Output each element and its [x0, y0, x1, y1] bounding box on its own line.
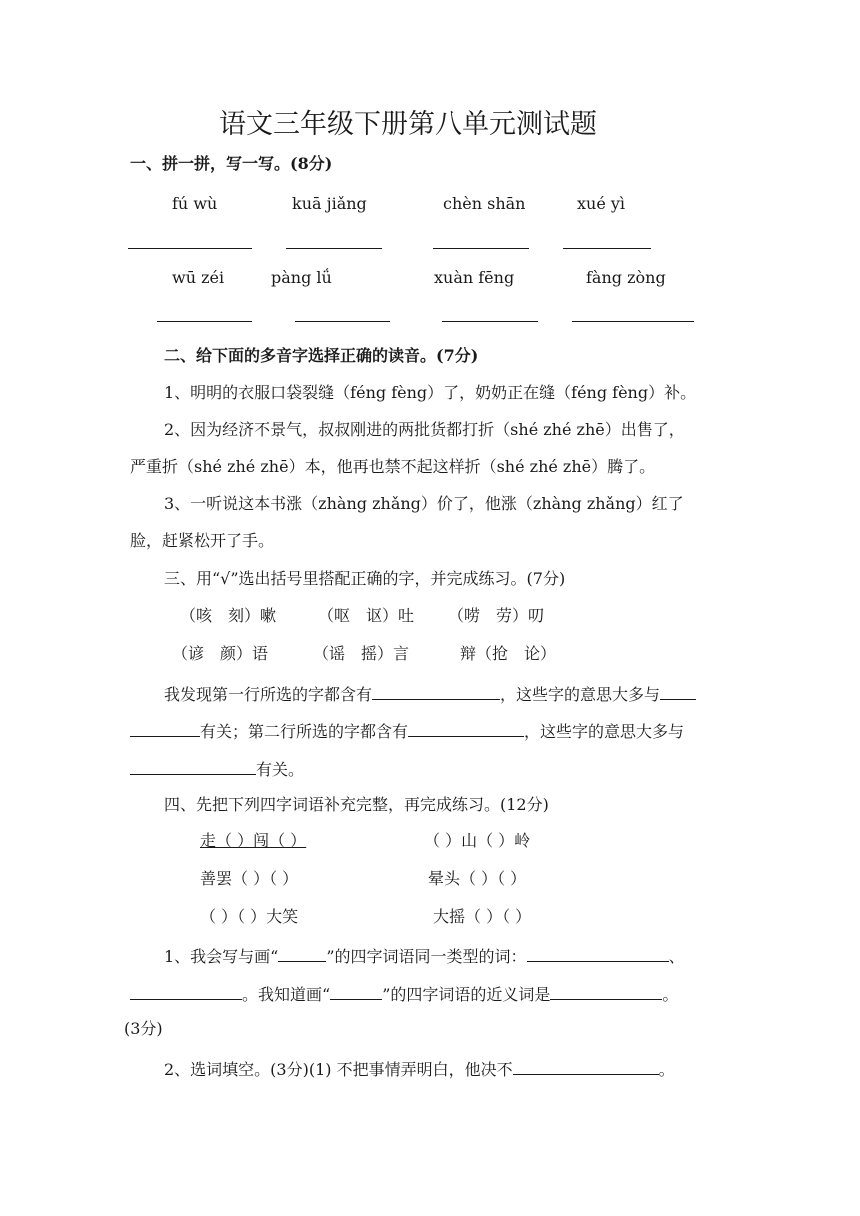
choice-bian-lun: 辩（抢 论）: [460, 644, 557, 663]
exercise-3-text: ，这些字的意思大多与: [524, 722, 685, 741]
question-2-1: 1、明明的衣服口袋裂缝（féng fèng）了，奶奶正在缝（féng fèng）补。: [164, 383, 697, 402]
exercise-3-text: 有关。: [256, 760, 305, 779]
question-text: ”的四字词语同一类型的词：: [326, 947, 527, 966]
answer-line[interactable]: [442, 321, 538, 322]
answer-blank[interactable]: [660, 682, 696, 700]
idiom-zou-chuang: 走（ ）闯（ ）: [200, 831, 307, 850]
exercise-3-line2: [130, 719, 684, 742]
answer-blank[interactable]: [130, 719, 200, 737]
page-title: 语文三年级下册第八单元测试题: [219, 109, 597, 140]
answer-blank[interactable]: [408, 719, 524, 737]
pinyin-wu-zei: wū zéi: [172, 268, 225, 287]
idiom-shan-ba: 善罢（ ）（ ）: [200, 869, 299, 888]
section-3-heading: 三、用“√”选出括号里搭配正确的字，并完成练习。(7分): [164, 569, 566, 588]
answer-blank[interactable]: [527, 944, 669, 962]
pinyin-pang-lv: pàng lǘ: [271, 268, 332, 287]
choice-ke-sou: （咳 刻）嗽: [180, 606, 277, 625]
exercise-3-text: 有关；第二行所选的字都含有: [200, 722, 409, 741]
question-2-2-line2: 严重折（shé zhé zhē）本，他再也禁不起这样折（shé zhé zhē）腾了。: [130, 457, 656, 476]
choice-lao-dao: （唠 劳）叨: [448, 606, 545, 625]
question-text: 。: [658, 1060, 675, 1079]
section-2-heading: 二、给下面的多音字选择正确的读音。(7分): [164, 346, 479, 365]
pinyin-xuan-feng: xuàn fēng: [434, 268, 515, 287]
answer-line[interactable]: [572, 321, 694, 322]
answer-line[interactable]: [295, 321, 390, 322]
pinyin-xue-yi: xué yì: [577, 194, 626, 213]
question-2-3-line2: 脸，赶紧松开了手。: [130, 531, 275, 550]
section-1-heading: 一、拼一拼，写一写。(8分): [130, 154, 333, 173]
idiom-shan-ling: （ ）山（ ）岭: [424, 831, 531, 850]
pinyin-chen-shan: chèn shān: [443, 194, 526, 213]
exercise-3-line1: [164, 682, 696, 705]
pinyin-fang-zong: fàng zòng: [586, 268, 666, 287]
idiom-da-xiao: （ ）（ ）大笑: [200, 907, 299, 926]
answer-blank[interactable]: [130, 982, 242, 1000]
question-4-2: [164, 1057, 675, 1080]
pinyin-kua-jiang: kuā jiǎng: [292, 194, 367, 213]
answer-line[interactable]: [157, 321, 252, 322]
marker-blank: [278, 944, 326, 962]
question-text: 2、选词填空。(3分)(1) 不把事情弄明白，他决不: [164, 1060, 513, 1079]
question-text: 、: [668, 947, 685, 966]
answer-line[interactable]: [286, 248, 382, 249]
question-4-1-line1: [164, 944, 685, 967]
question-4-1-score: (3分): [124, 1019, 163, 1038]
answer-blank[interactable]: [372, 682, 500, 700]
question-text: 。我知道画“: [242, 985, 331, 1004]
question-text: ”的四字词语的近义词是: [382, 985, 551, 1004]
marker-blank: [330, 982, 382, 1000]
exercise-3-text: 我发现第一行所选的字都含有: [164, 685, 373, 704]
answer-line[interactable]: [433, 248, 529, 249]
question-4-1-line2: [130, 982, 678, 1005]
question-2-3-line1: 3、一听说这本书涨（zhàng zhǎng）价了，他涨（zhàng zhǎng）红了: [164, 494, 684, 513]
question-text: 。: [662, 985, 679, 1004]
answer-line[interactable]: [563, 248, 651, 249]
answer-blank[interactable]: [130, 757, 256, 775]
exercise-3-text: ，这些字的意思大多与: [500, 685, 661, 704]
choice-ou-tu: （呕 讴）吐: [318, 606, 415, 625]
answer-line[interactable]: [128, 248, 252, 249]
question-2-2-line1: 2、因为经济不景气，叔叔刚进的两批货都打折（shé zhé zhē）出售了，: [164, 420, 685, 439]
idiom-da-yao: 大摇（ ）（ ）: [433, 907, 532, 926]
choice-yan-yu: （谚 颜）语: [172, 644, 269, 663]
exercise-3-line3: [130, 757, 304, 780]
pinyin-fu-wu: fú wù: [172, 194, 218, 213]
choice-yao-yan: （谣 摇）言: [313, 644, 410, 663]
idiom-yun-tou: 晕头（ ）（ ）: [428, 869, 527, 888]
question-text: 1、我会写与画“: [164, 947, 279, 966]
answer-blank[interactable]: [550, 982, 662, 1000]
section-4-heading: 四、先把下列四字词语补充完整，再完成练习。(12分): [164, 795, 549, 814]
answer-blank[interactable]: [513, 1057, 659, 1075]
